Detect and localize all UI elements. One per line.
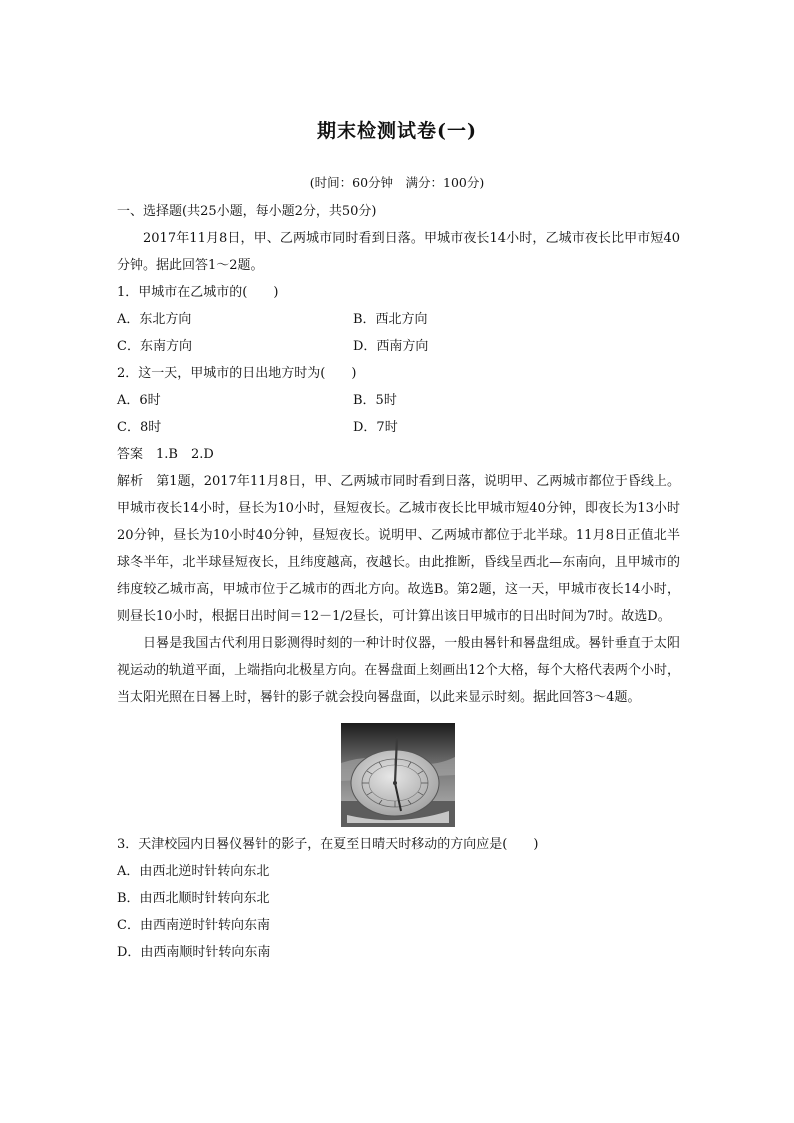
question-1-stem: 1．甲城市在乙城市的( ) (117, 285, 279, 300)
exam-content (117, 198, 680, 966)
passage-2: 日晷是我国古代利用日影测得时刻的一种计时仪器，一般由晷针和晷盘组成。晷针垂直于太阳视运动的轨道平面，上端指向北极星方向。在晷盘面上刻画出12个大格，每个大格代表两个小时，当太阳光照在日晷上时，晷针的影子就会投向晷盘面，以此来显示时刻。据此回答3～4题。 (117, 636, 680, 705)
option-3b: B．由西北顺时针转向东北 (117, 891, 270, 906)
question-1-options-row-2 (117, 333, 680, 360)
exam-info: (时间：60分钟 满分：100分) (309, 175, 485, 190)
option-1b: B．西北方向 (353, 312, 428, 327)
page-title: 期末检测试卷(一) (317, 120, 477, 142)
passage-1: 2017年11月8日，甲、乙两城市同时看到日落。甲城市夜长14小时，乙城市夜长比甲市短40分钟。据此回答1～2题。 (117, 231, 680, 273)
option-1d: D．西南方向 (353, 339, 429, 354)
option-1a: A．东北方向 (117, 312, 192, 327)
question-2-stem: 2．这一天，甲城市的日出地方时为( ) (117, 366, 357, 381)
analysis: 解析 第1题，2017年11月8日，甲、乙两城市同时看到日落，说明甲、乙两城市都位于昏线上。甲城市夜长14小时，昼长为10小时，昼短夜长。乙城市夜长比甲城市短40分钟，即夜长为13小时20分钟，昼长为10小时40分钟，昼短夜长。说明甲、乙两城市都位于北半球。11月8日正值北半球冬半年，北半球昼短夜长，且纬度越高，夜越长。由此推断，昏线呈西北—东南向，且甲城市的纬度较乙城市高，甲城市位于乙城市的西北方向。故选B。第2题，这一天，甲城市夜长14小时，则昼长10小时，根据日出时间＝12－1/2昼长，可计算出该日甲城市的日出时间为7时。故选D。 (117, 474, 680, 624)
option-2d: D．7时 (353, 420, 398, 435)
option-2b: B．5时 (353, 393, 397, 408)
question-2-options-row-2 (117, 414, 680, 441)
sundial-photo (341, 723, 455, 827)
option-3a: A．由西北逆时针转向东北 (117, 864, 270, 879)
question-2-options-row-1 (117, 387, 680, 414)
answer-key: 答案 1.B 2.D (117, 447, 214, 462)
question-3-stem: 3．天津校园内日晷仪晷针的影子，在夏至日晴天时移动的方向应是( ) (117, 837, 539, 852)
option-3c: C．由西南逆时针转向东南 (117, 918, 270, 933)
option-2a: A．6时 (117, 393, 161, 408)
section-heading: 一、选择题(共25小题，每小题2分，共50分) (117, 204, 377, 219)
question-1-options-row-1 (117, 306, 680, 333)
option-3d: D．由西南顺时针转向东南 (117, 945, 271, 960)
option-2c: C．8时 (117, 420, 162, 435)
option-1c: C．东南方向 (117, 339, 192, 354)
